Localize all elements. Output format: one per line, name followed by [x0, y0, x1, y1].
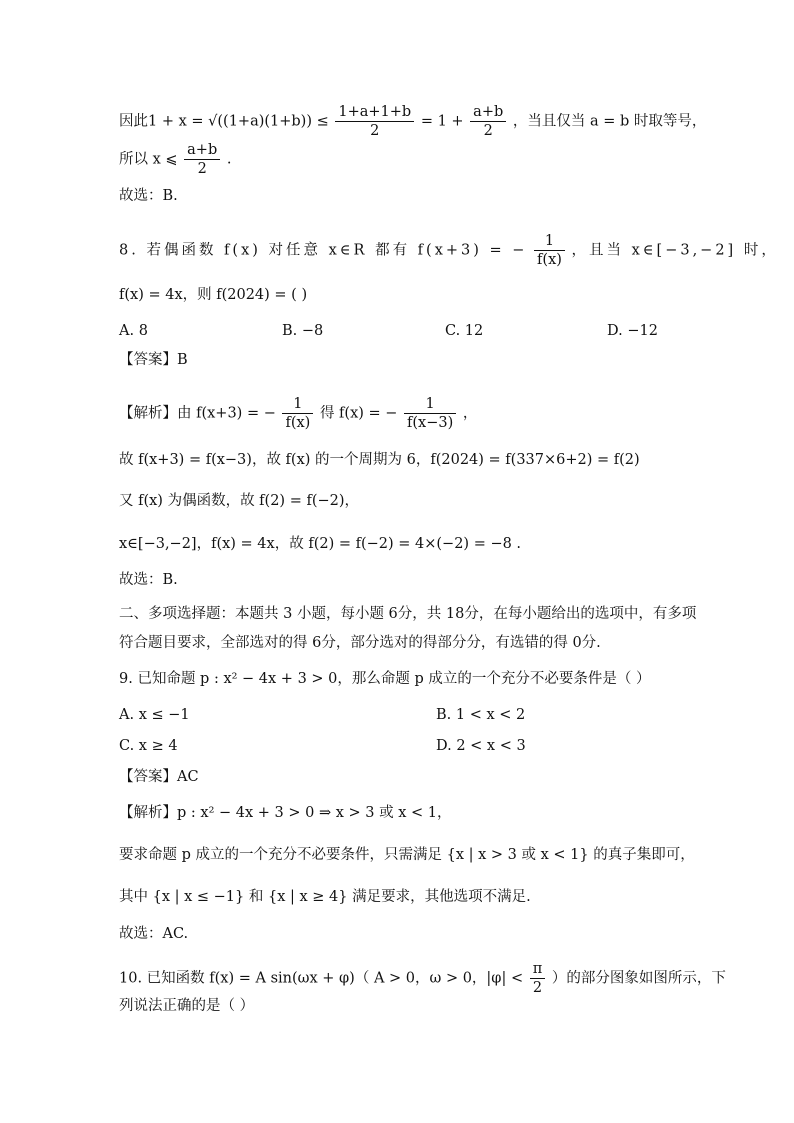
solution-line-3: 其中 {x | x ≤ −1} 和 {x | x ≥ 4} 满足要求，其他选项不满足. [119, 889, 531, 905]
numerator: 1 [404, 395, 456, 414]
solution-line-1 [119, 395, 477, 432]
text: 8. 若偶函数 f(x) 对任意 x∈R 都有 f(x+3) = − [119, 242, 528, 259]
option-a: A. 8 [119, 323, 148, 339]
text: 10. 已知函数 f(x) = A sin(ωx + φ)（ A > 0，ω > 0，|φ| < [119, 970, 524, 987]
option-b: B. 1 < x < 2 [436, 707, 526, 723]
option-c: C. 12 [445, 323, 484, 339]
equation-line-1 [119, 103, 706, 140]
option-c: C. x ≥ 4 [119, 738, 178, 754]
fraction [534, 232, 565, 269]
text: 得 f(x) = − [319, 405, 398, 422]
option-a: A. x ≤ −1 [119, 707, 190, 723]
text: 因此1 + x = √((1+a)(1+b)) ≤ [119, 113, 329, 130]
text: ）的部分图象如图所示，下 [551, 970, 726, 987]
numerator: π [530, 960, 546, 979]
solution-line-4: 故选：AC. [119, 926, 189, 942]
solution-line-3: 又 f(x) 为偶函数，故 f(2) = f(−2)， [119, 493, 360, 509]
question-10-stem [119, 960, 726, 997]
numerator: a+b [184, 141, 220, 160]
denominator: f(x) [537, 252, 562, 268]
text: = 1 + [420, 113, 464, 130]
fraction [335, 103, 414, 140]
answer-label: 【答案】B [119, 352, 188, 368]
denominator: 2 [197, 161, 207, 177]
question-9-stem: 9. 已知命题 p : x² − 4x + 3 > 0，那么命题 p 成立的一个充分不必要条件是（ ） [119, 671, 651, 687]
question-8-stem-line-2: f(x) = 4x，则 f(2024) = ( ) [119, 287, 308, 303]
text: . [226, 151, 232, 168]
question-8-stem [119, 232, 779, 269]
denominator: f(x) [285, 415, 311, 431]
section-heading-line-2: 符合题目要求，全部选对的得 6分，部分选对的得部分分，有选错的得 0分. [119, 635, 601, 651]
section-heading-line-1: 二、多项选择题：本题共 3 小题，每小题 6分，共 18分，在每小题给出的选项中，有多项 [119, 606, 697, 622]
fraction [404, 395, 456, 432]
solution-line-2: 故 f(x+3) = f(x−3)，故 f(x) 的一个周期为 6，f(2024) = f(337×6+2) = f(2) [119, 452, 640, 468]
solution-line-5: 故选：B. [119, 572, 178, 588]
fraction [530, 960, 546, 997]
text: 所以 x ⩽ [119, 151, 178, 168]
denominator: 2 [483, 123, 493, 139]
answer-label: 【答案】AC [119, 769, 199, 785]
fraction [282, 395, 313, 432]
conclusion-line: 故选：B. [119, 188, 178, 204]
fraction [470, 103, 506, 140]
option-d: D. −12 [607, 323, 658, 339]
equation-line-2 [119, 141, 231, 178]
numerator: a+b [470, 103, 506, 122]
denominator: 2 [370, 123, 380, 139]
numerator: 1 [534, 232, 565, 251]
question-10-stem-line-2: 列说法正确的是（ ） [119, 998, 255, 1014]
text: ， [462, 405, 478, 422]
denominator: f(x−3) [407, 415, 454, 431]
numerator: 1+a+1+b [335, 103, 414, 122]
text: ，且当 x∈[−3,−2] 时， [571, 242, 779, 259]
text: 【解析】由 f(x+3) = − [119, 405, 276, 422]
solution-line-4: x∈[−3,−2]，f(x) = 4x，故 f(2) = f(−2) = 4×(−2) = −8 . [119, 536, 522, 552]
option-b: B. −8 [282, 323, 324, 339]
numerator: 1 [282, 395, 313, 414]
fraction [184, 141, 220, 178]
solution-line-2: 要求命题 p 成立的一个充分不必要条件，只需满足 {x | x > 3 或 x < 1} 的真子集即可， [119, 847, 695, 863]
option-d: D. 2 < x < 3 [436, 738, 526, 754]
denominator: 2 [532, 980, 543, 996]
text: ，当且仅当 a = b 时取等号， [512, 113, 707, 130]
solution-line-1: 【解析】p : x² − 4x + 3 > 0 ⇒ x > 3 或 x < 1， [119, 805, 452, 821]
